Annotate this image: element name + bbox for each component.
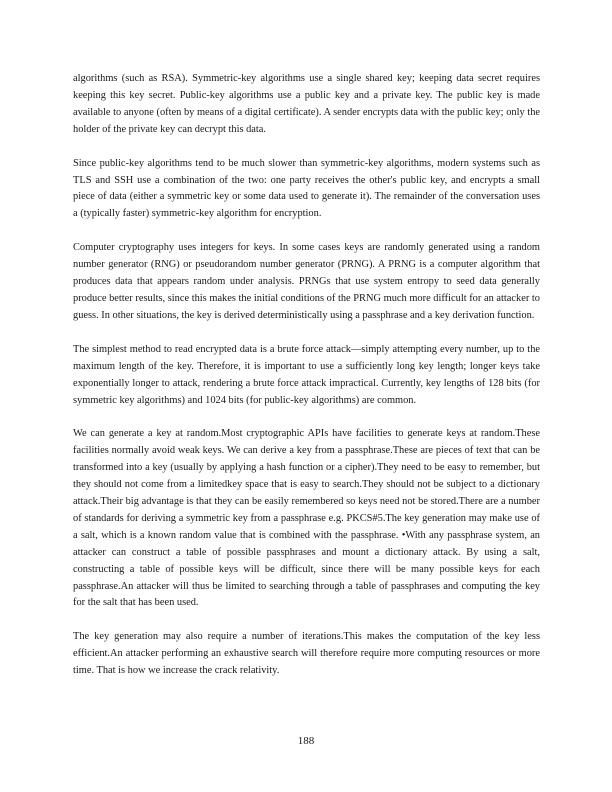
paragraph-brute-force: The simplest method to read encrypted data is a brute force attack—simply attempting every number, up to the maximum length of the key. Therefore, it is important to use a sufficiently long key length; longer keys take exponentially longer to attack, rendering a brute force attack impractical. Currently, key lengths of 128 bits (for symmetric key algorithms) and 1024 bits (for public-key algorithms) are common. [73, 343, 540, 406]
body-text [73, 71, 540, 697]
paragraph-hybrid-systems: Since public-key algorithms tend to be much slower than symmetric-key algorithms, modern systems such as TLS and SSH use a combination of the two: one party receives the other's public key, and encrypts a small piece of data (either a symmetric key or some data used to generate it). The remainder of the conversation uses a (typically faster) symmetric-key algorithm for encryption. [73, 157, 540, 220]
paragraph-rsa-public-key: algorithms (such as RSA). Symmetric-key algorithms use a single shared key; keeping data secret requires keeping this key secret. Public-key algorithms use a public key and a private key. The public key is made available to anyone (often by means of a digital certificate). A sender encrypts data with the public key; only the holder of the private key can decrypt this data. [73, 73, 540, 135]
paragraph-iterations: The key generation may also require a number of iterations.This makes the computation of the key less efficient.An attacker performing an exhaustive search will therefore require more computing resources or more time. That is how we increase the crack relativity. [73, 631, 540, 677]
page-number: 188 [297, 735, 315, 747]
paragraph-key-generation-rng: Computer cryptography uses integers for keys. In some cases keys are randomly generated using a random number generator (RNG) or pseudorandom number generator (PRNG). A PRNG is a computer algorithm that produces data that appears random under analysis. PRNGs that use system entropy to seed data generally produce better results, since this makes the initial conditions of the PRNG much more difficult for an attacker to guess. In other situations, the key is derived deterministically using a passphrase and a key derivation function. [73, 242, 540, 321]
paragraph-passphrase-keys: We can generate a key at random.Most cryptographic APIs have facilities to generate keys at random.These facilities normally avoid weak keys. We can derive a key from a passphrase.These are pieces of text that can be transformed into a key (usually by applying a hash function or a cipher).They need to be easy to remember, but they should not come from a limitedkey space that is easy to search.They should not be subject to a dictionary attack.Their big advantage is that they can be easily remembered so keys need not be stored.There are a number of standards for deriving a symmetric key from a passphrase e.g. PKCS#5.The key generation may make use of a salt, which is a known random value that is combined with the passphrase. •With any passphrase system, an attacker can construct a table of possible passphrases and mount a dictionary attack. By using a salt, constructing a table of possible keys will be difficult, since there will be many possible keys for each passphrase.An attacker will thus be limited to searching through a table of passphrases and computing the key for the salt that has been used. [73, 428, 540, 609]
